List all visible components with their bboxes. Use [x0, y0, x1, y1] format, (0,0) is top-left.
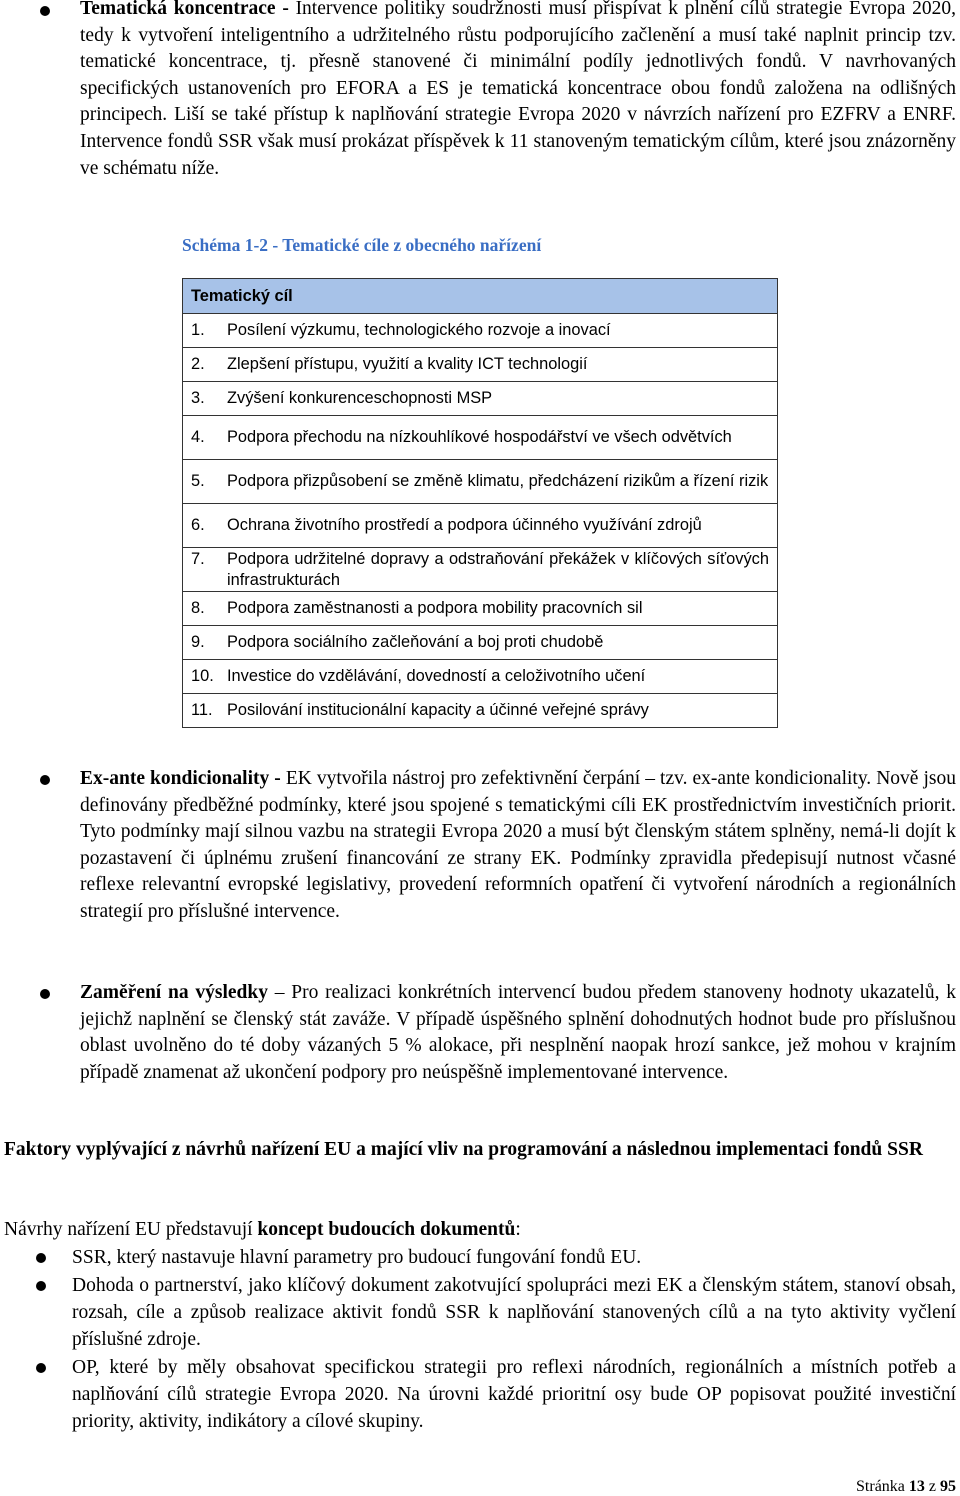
item-text: – Pro realizaci konkrétních intervencí budou předem stanoveny hodnoty ukazatelů, k jejichž naplnění se členský stát zaváže. V případě úspěšného splnění dohodnutých hodnot bude pro příslušnou oblast uvolněno do té doby vázaných 5 % alokace, při nesplnění naopak hrozí sankce, jež mohou v krajním případě znamenat až ukončení podpory pro neúspěšně implementované intervence.: [80, 982, 957, 1083]
table-row: 10. Investice do vzdělávání, dovedností a celoživotního učení: [183, 660, 778, 694]
bullet: [36, 1281, 46, 1291]
paragraph-ex-ante: [80, 766, 956, 926]
table-row: 3. Zvýšení konkurenceschopnosti MSP: [183, 382, 778, 416]
schema-caption: Schéma 1-2 - Tematické cíle z obecného nařízení: [182, 235, 542, 255]
section-heading: Faktory vyplývající z návrhů nařízení EU a mající vliv na programování a následnou implementaci fondů SSR: [4, 1139, 923, 1160]
table-row: 8. Podpora zaměstnanosti a podpora mobility pracovních sil: [183, 592, 778, 626]
table-row: 9. Podpora sociálního začleňování a boj proti chudobě: [183, 626, 778, 660]
item-text: EK vytvořila nástroj pro zefektivnění čerpání – tzv. ex-ante kondicionality. Nově jsou definovány předběžné podmínky, které jsou spojené s tematickými cíli EK prostřednictvím investičních priorit. Tyto podmínky mají silnou vazbu na strategii Evropa 2020 a musí být členským státem splněny, nemá-li dojít k pozastavení či úplnému zrušení financování ze strany EK. Podmínky zpravidla předepisují nutnost včasné reflexe relevantní evropské legislativy, provedení reformních opatření či vytvoření národních a regionálních strategií pro příslušné intervence.: [80, 768, 957, 922]
paragraph-zamereni-na-vysledky: [80, 980, 956, 1086]
table-header: Tematický cíl: [183, 279, 778, 314]
table-row: 2. Zlepšení přístupu, využití a kvality ICT technologií: [183, 348, 778, 382]
item-label: Zaměření na výsledky: [80, 982, 268, 1003]
item-label: Ex-ante kondicionality -: [80, 768, 281, 789]
table-row: 6. Ochrana životního prostředí a podpora účinného využívání zdrojů: [183, 504, 778, 548]
paragraph-tematicka-koncentrace: [80, 0, 956, 182]
intro-line: Návrhy nařízení EU představují koncept budoucích dokumentů:: [4, 1219, 521, 1240]
bullet: [36, 1253, 46, 1263]
table-row: 5. Podpora přizpůsobení se změně klimatu, předcházení rizikům a řízení rizik: [183, 460, 778, 504]
list-item: SSR, který nastavuje hlavní parametry pro budoucí fungování fondů EU.: [72, 1247, 642, 1268]
list-item: OP, které by měly obsahovat specifickou strategii pro reflexi národních, regionálních a místních potřeb a naplňování cílů strategie Evropa 2020. Na úrovni každé prioritní osy bude OP popisovat použité investiční priority, aktivity, indikátory a cílové skupiny.: [72, 1357, 956, 1432]
bullet: [36, 1363, 46, 1373]
list-item: Dohoda o partnerství, jako klíčový dokument zakotvující spolupráci mezi EK a členským státem, stanoví obsah, rozsah, cíle a způsob realizace aktivit fondů SSR k naplňování stanovených cílů a na tyto aktivity vyčlení příslušné zdroje.: [72, 1275, 956, 1350]
table-row: 11. Posilování institucionální kapacity a účinné veřejné správy: [183, 694, 778, 728]
bullet: [40, 775, 50, 785]
item-text: Intervence politiky soudržnosti musí přispívat k plnění cílů strategie Evropa 2020, tedy k vytvoření inteligentního a udržitelného růstu podporujícího začlenění a musí také naplnit princip tzv. tematické koncentrace, tj. přesně stanovené či minimální podíly jednotlivých fondů. V navrhovaných specifických ustanoveních pro EFORA a ES je tematická koncentrace obou fondů založena na odlišných principech. Liší se také přístup k naplňování strategie Evropa 2020 v návrzích nařízení pro EZFRV a ENRF. Intervence fondů SSR však musí prokázat příspěvek k 11 stanoveným tematickým cílům, které jsou znázorněny ve schématu níže.: [80, 0, 956, 179]
table-row: 1. Posílení výzkumu, technologického rozvoje a inovací: [183, 314, 778, 348]
table-row: 7. Podpora udržitelné dopravy a odstraňování překážek v klíčových síťových infrastrukturách: [183, 548, 778, 592]
table-row: 4. Podpora přechodu na nízkouhlíkové hospodářství ve všech odvětvích: [183, 416, 778, 460]
bullet: [40, 989, 50, 999]
thematic-goals-table: [182, 278, 778, 728]
page-number: Stránka 13 z 95: [856, 1478, 956, 1495]
item-label: Tematická koncentrace -: [80, 0, 289, 19]
bullet: [40, 6, 50, 16]
